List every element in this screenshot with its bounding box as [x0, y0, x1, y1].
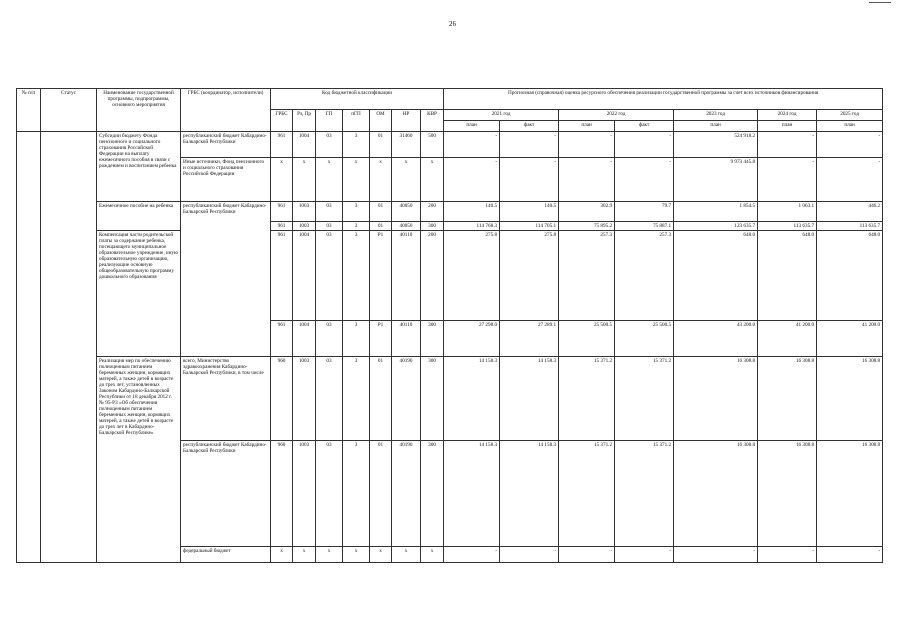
cell-name: Реализация мер по обеспечению полноценным питанием беременных женщин, кормящих матерей, а также детей в возрасте до трех лет, установленных Законом Кабардино-Балкарской Республики от 18 декабря 2012 г. № 95-РЗ «Об обеспечении полноценным питанием беременных женщин, кормящих матерей, а также детей в возрасте до трех лет в Кабардино-Балкарской Республике»: [97, 357, 181, 563]
cell-code: 03: [316, 222, 343, 231]
cell-code: 300: [421, 222, 444, 231]
cell-code: 01: [370, 357, 392, 441]
cell-value: -: [444, 158, 500, 202]
cell-code: 200: [421, 231, 444, 321]
cell-value: 25 500.5: [615, 321, 674, 357]
cell-value: -: [500, 158, 559, 202]
header-kbk: Код бюджетной классификации: [271, 89, 444, 110]
cell-code: 960: [271, 357, 293, 441]
header-year-2025: 2025 год: [817, 110, 883, 121]
cell-code: 40190: [392, 441, 421, 547]
cell-code: 961: [271, 222, 293, 231]
cell-code: 1004: [293, 231, 316, 321]
cell-value: 16 308.8: [758, 357, 817, 441]
cell-code: 300: [421, 441, 444, 547]
cell-value: 16 308.8: [758, 441, 817, 547]
cell-value: -: [817, 132, 883, 158]
cell-code: 03: [316, 202, 343, 222]
header-plan: план: [559, 121, 615, 132]
cell-value: 1 063.1: [758, 202, 817, 222]
header-code-kvr: КВР: [421, 110, 444, 132]
header-code-nr: НР: [392, 110, 421, 132]
cell-source: республиканский бюджет Кабардино-Балкарской Республики: [181, 132, 271, 158]
page-number: 26: [449, 20, 456, 28]
cell-code: 1004: [293, 132, 316, 158]
cell-value: 14 158.3: [500, 357, 559, 441]
header-plan: план: [674, 121, 758, 132]
cell-value: -: [758, 547, 817, 563]
cell-code: x: [343, 158, 370, 202]
header-name: Наименование государственной программы, подпрограммы, основного мероприятия: [97, 89, 181, 132]
cell-code: 960: [271, 441, 293, 547]
cell-value: -: [817, 547, 883, 563]
cell-value: 302.9: [559, 202, 615, 222]
cell-source: Иные источники, Фонд пенсионного и социального страхования Российской Федерации: [181, 158, 271, 202]
cell-code: x: [421, 547, 444, 563]
cell-name: Ежемесячное пособие на ребенка: [97, 202, 181, 231]
cell-value: -: [758, 132, 817, 158]
cell-code: 300: [421, 357, 444, 441]
corner-mark: [869, 0, 891, 3]
cell-value: 275.8: [500, 231, 559, 321]
cell-code: Р1: [370, 321, 392, 357]
cell-value: 15 371.2: [559, 441, 615, 547]
header-status: Статус: [41, 89, 97, 132]
cell-code: x: [271, 547, 293, 563]
cell-code: 961: [271, 202, 293, 222]
cell-value: 25 500.5: [559, 321, 615, 357]
cell-code: 03: [316, 132, 343, 158]
cell-value: -: [615, 158, 674, 202]
cell-code: 1003: [293, 222, 316, 231]
header-year-2022: 2022 год: [559, 110, 674, 121]
cell-value: 16 308.8: [674, 441, 758, 547]
cell-code: 3: [343, 222, 370, 231]
cell-code: x: [392, 158, 421, 202]
cell-code: 961: [271, 132, 293, 158]
cell-value: 16 308.8: [817, 441, 883, 547]
header-code-rzpr: Рз, Пр: [293, 110, 316, 132]
cell-code: 03: [316, 441, 343, 547]
cell-value: 16 308.8: [674, 357, 758, 441]
cell-value: 75 887.1: [615, 222, 674, 231]
cell-source: республиканский бюджет Кабардино-Балкарской Республики: [181, 202, 271, 357]
cell-value: -: [559, 158, 615, 202]
cell-code: 1004: [293, 321, 316, 357]
cell-code: 01: [370, 202, 392, 222]
cell-value: -: [674, 547, 758, 563]
cell-value: 14 158.3: [444, 441, 500, 547]
cell-num: [17, 132, 41, 563]
cell-value: 114 768.3: [444, 222, 500, 231]
cell-code: 3: [343, 441, 370, 547]
cell-value: 113 635.7: [758, 222, 817, 231]
header-plan: план: [758, 121, 817, 132]
cell-name: Компенсация части родительской платы за содержание ребенка, посещающего муниципальное образовательное учреждение, иную образовательную организацию, реализующие основную общеобразовательную программу дошкольного образования: [97, 231, 181, 357]
cell-value: -: [500, 132, 559, 158]
cell-code: 40190: [392, 357, 421, 441]
header-code-om: ОМ: [370, 110, 392, 132]
header-code-gp: ГП: [316, 110, 343, 132]
header-year-2021: 2021 год: [444, 110, 559, 121]
cell-code: 03: [316, 357, 343, 441]
cell-value: 15 371.2: [559, 357, 615, 441]
cell-code: 3: [343, 321, 370, 357]
header-forecast: Прогнозная (справочная) оценка ресурсного обеспечения реализации государственной программы за счет всех источников финансирования: [444, 89, 883, 110]
cell-source: всего, Министерство здравоохранения Кабардино-Балкарской Республики, в том числе: [181, 357, 271, 441]
cell-value: 257.3: [559, 231, 615, 321]
table-row: [17, 357, 883, 441]
table-row: [17, 202, 883, 222]
cell-value: 27 289.1: [500, 321, 559, 357]
cell-code: 01: [370, 441, 392, 547]
cell-code: 1003: [293, 357, 316, 441]
cell-value: -: [817, 158, 883, 202]
cell-source: республиканский бюджет Кабардино-Балкарской Республики: [181, 441, 271, 547]
cell-value: 113 635.7: [817, 222, 883, 231]
cell-status: [41, 132, 97, 563]
cell-value: 15 371.2: [615, 357, 674, 441]
header-fact: факт: [500, 121, 559, 132]
header-year-2024: 2024 год: [758, 110, 817, 121]
cell-code: 500: [421, 132, 444, 158]
cell-code: 3: [343, 357, 370, 441]
cell-code: x: [293, 547, 316, 563]
header-fact: факт: [615, 121, 674, 132]
cell-value: 140.5: [444, 202, 500, 222]
cell-value: 123 635.7: [674, 222, 758, 231]
cell-value: 140.5: [500, 202, 559, 222]
table-row: [17, 231, 883, 321]
cell-value: 275.8: [444, 231, 500, 321]
cell-value: 446.2: [817, 202, 883, 222]
cell-value: 27 298.0: [444, 321, 500, 357]
cell-value: -: [758, 158, 817, 202]
header-year-2023: 2023 год: [674, 110, 758, 121]
cell-value: 14 158.3: [444, 357, 500, 441]
cell-code: 3: [343, 132, 370, 158]
cell-value: -: [615, 547, 674, 563]
cell-value: 1 854.5: [674, 202, 758, 222]
header-code-grbs: ГРБС: [271, 110, 293, 132]
cell-value: 75 895.2: [559, 222, 615, 231]
cell-code: 961: [271, 231, 293, 321]
header-plan: план: [444, 121, 500, 132]
cell-value: 648.0: [758, 231, 817, 321]
cell-code: 40050: [392, 222, 421, 231]
cell-code: 03: [316, 231, 343, 321]
cell-value: 16 308.8: [817, 357, 883, 441]
cell-code: 40110: [392, 321, 421, 357]
header-plan: план: [817, 121, 883, 132]
cell-value: 41 200.0: [817, 321, 883, 357]
cell-code: x: [343, 547, 370, 563]
cell-name: Субсидии бюджету Фонда пенсионного и социального страхования Российской Федерации на выплату ежемесячного пособия в связи с рождением и воспитанием ребенка: [97, 132, 181, 202]
cell-value: 79.7: [615, 202, 674, 222]
cell-code: 1003: [293, 202, 316, 222]
cell-value: 41 200.0: [758, 321, 817, 357]
cell-code: x: [421, 158, 444, 202]
cell-code: 40050: [392, 202, 421, 222]
cell-code: 3: [343, 231, 370, 321]
resource-table: [16, 88, 883, 563]
cell-code: x: [370, 158, 392, 202]
cell-value: -: [615, 132, 674, 158]
cell-source: федеральный бюджет: [181, 547, 271, 563]
cell-value: 43 200.0: [674, 321, 758, 357]
cell-value: -: [559, 547, 615, 563]
cell-value: -: [500, 547, 559, 563]
cell-code: x: [271, 158, 293, 202]
cell-value: 257.3: [615, 231, 674, 321]
cell-code: 1003: [293, 441, 316, 547]
cell-code: 01: [370, 222, 392, 231]
table-row: [17, 132, 883, 158]
cell-value: 15 371.2: [615, 441, 674, 547]
cell-value: 648.0: [674, 231, 758, 321]
cell-code: 961: [271, 321, 293, 357]
cell-value: -: [559, 132, 615, 158]
cell-value: -: [444, 132, 500, 158]
cell-code: 03: [316, 321, 343, 357]
cell-code: 200: [421, 202, 444, 222]
cell-code: 31460: [392, 132, 421, 158]
cell-code: 300: [421, 321, 444, 357]
cell-value: 14 158.3: [500, 441, 559, 547]
cell-value: 524 918.2: [674, 132, 758, 158]
cell-code: 01: [370, 132, 392, 158]
cell-code: x: [392, 547, 421, 563]
header-num: № п/п: [17, 89, 41, 132]
cell-value: -: [444, 547, 500, 563]
cell-code: x: [293, 158, 316, 202]
cell-value: 648.0: [817, 231, 883, 321]
cell-code: 3: [343, 202, 370, 222]
cell-value: 114 705.1: [500, 222, 559, 231]
cell-code: x: [316, 547, 343, 563]
header-grbs: ГРБС (координатор, исполнители): [181, 89, 271, 132]
cell-value: 9 973 445.8: [674, 158, 758, 202]
cell-code: x: [316, 158, 343, 202]
header-code-pgp: пГП: [343, 110, 370, 132]
cell-code: x: [370, 547, 392, 563]
cell-code: Р1: [370, 231, 392, 321]
cell-code: 40110: [392, 231, 421, 321]
